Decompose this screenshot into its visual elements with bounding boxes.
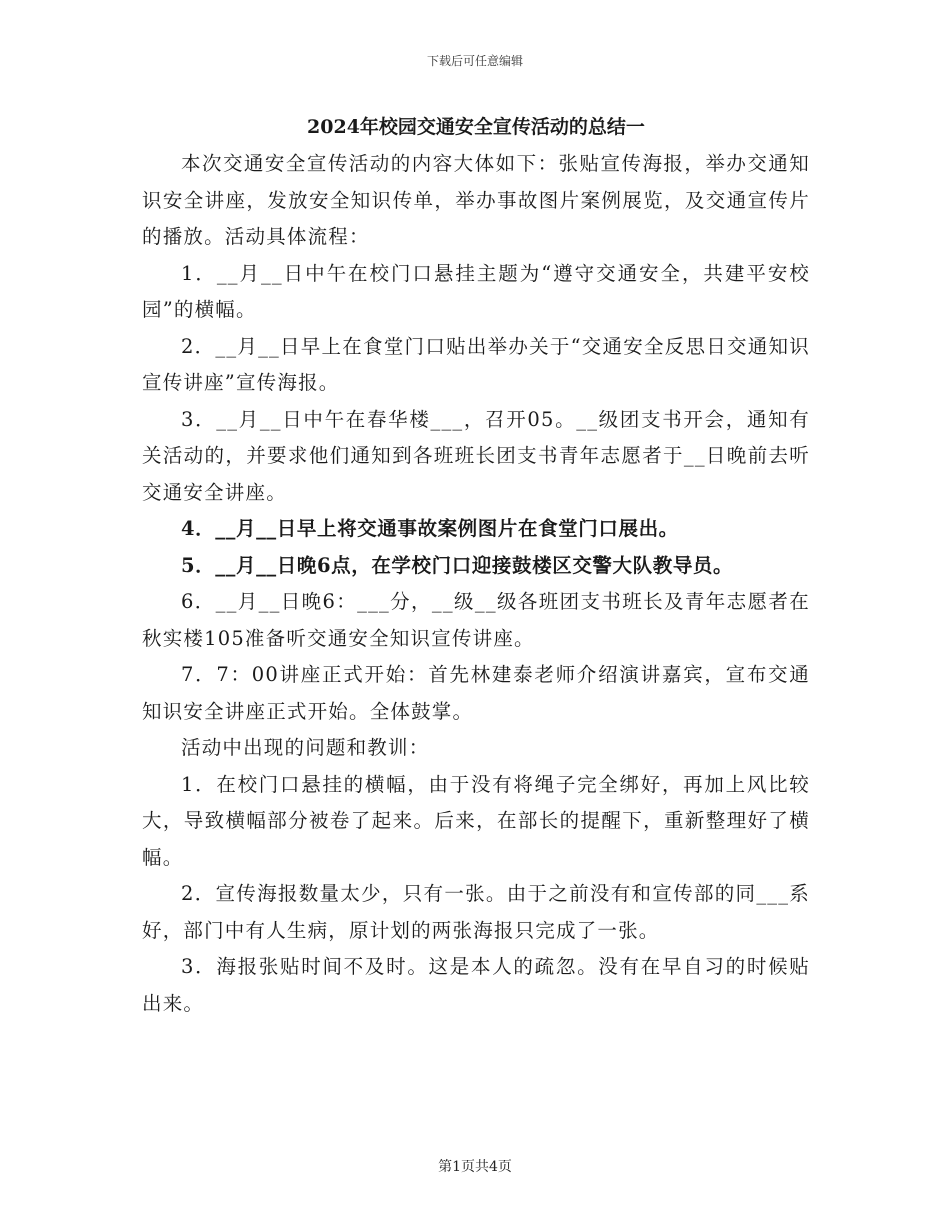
paragraph: 2．宣传海报数量太少，只有一张。由于之前没有和宣传部的同___系好，部门中有人生病，原计划的两张海报只完成了一张。	[142, 882, 810, 942]
header-note: 下载后可任意编辑	[426, 54, 523, 68]
paragraph: 3．海报张贴时间不及时。这是本人的疏忽。没有在早自习的时候贴出来。	[142, 955, 810, 1015]
paragraph: 4．__月__日早上将交通事故案例图片在食堂门口展出。	[181, 517, 679, 540]
paragraph: 1．__月__日中午在校门口悬挂主题为“遵守交通安全，共建平安校园”的横幅。	[142, 261, 810, 321]
document-title: 2024年校园交通安全宣传活动的总结一	[307, 116, 645, 138]
paragraph: 6．__月__日晚6：___分，__级__级各班团支书班长及青年志愿者在秋实楼105准备听交通安全知识宣传讲座。	[142, 590, 810, 650]
paragraph: 7．7：00讲座正式开始：首先林建泰老师介绍演讲嘉宾，宣布交通知识安全讲座正式开始。全体鼓掌。	[142, 663, 810, 723]
paragraph: 1．在校门口悬挂的横幅，由于没有将绳子完全绑好，再加上风比较大，导致横幅部分被卷了起来。后来，在部长的提醒下，重新整理好了横幅。	[142, 772, 810, 869]
paragraph: 3．__月__日中午在春华楼___，召开05。__级团支书开会，通知有关活动的，并要求他们通知到各班班长团支书青年志愿者于__日晚前去听交通安全讲座。	[142, 407, 810, 504]
paragraph-list	[142, 146, 810, 1022]
paragraph: 活动中出现的问题和教训：	[181, 736, 430, 759]
document-body	[142, 112, 810, 1022]
paragraph: 2．__月__日早上在食堂门口贴出举办关于“交通安全反思日交通知识宣传讲座”宣传海报。	[142, 334, 810, 394]
paragraph: 5．__月__日晚6点，在学校门口迎接鼓楼区交警大队教导员。	[181, 553, 734, 577]
paragraph: 本次交通安全宣传活动的内容大体如下：张贴宣传海报，举办交通知识安全讲座，发放安全知识传单，举办事故图片案例展览，及交通宣传片的播放。活动具体流程：	[142, 152, 810, 248]
page-footer: 第1页共4页	[438, 1159, 512, 1175]
